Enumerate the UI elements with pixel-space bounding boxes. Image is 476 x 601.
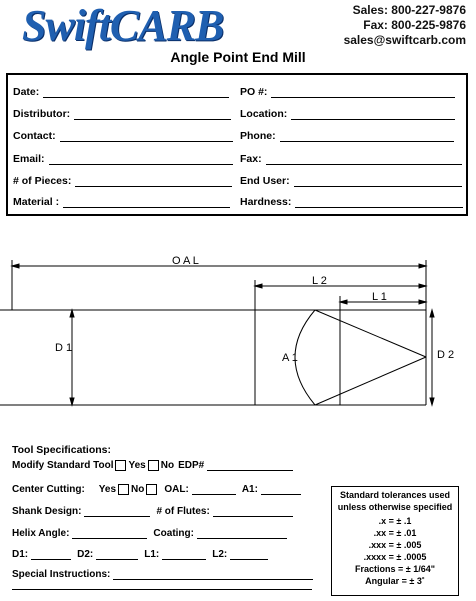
tolerance-item: .x = ± .1 <box>378 516 412 526</box>
fax-number: Fax: 800-225-9876 <box>363 18 466 32</box>
tolerance-item: Fractions = ± 1/64" <box>355 564 435 574</box>
fax-label: Fax: <box>240 153 262 165</box>
flutes-label: # of Flutes: <box>156 506 210 517</box>
l1-arrow-left <box>340 300 347 304</box>
oal-arrow-left <box>12 264 19 268</box>
po-label: PO #: <box>240 86 268 98</box>
sales-phone: Sales: 800-227-9876 <box>352 3 466 17</box>
d1-arrow-top <box>70 310 74 317</box>
contact-field[interactable] <box>60 130 233 142</box>
special-row <box>12 569 319 580</box>
flutes-field[interactable] <box>213 506 293 517</box>
l2-field[interactable] <box>230 549 268 560</box>
shank-row <box>12 506 299 517</box>
shank-field[interactable] <box>84 506 150 517</box>
center-cutting-row <box>12 484 307 495</box>
modify-yes-checkbox[interactable] <box>115 460 126 471</box>
l2-arrow-right <box>419 284 426 288</box>
tolerance-item: .xx = ± .01 <box>373 528 417 538</box>
shank-label: Shank Design: <box>12 506 82 517</box>
contact-info <box>344 3 466 48</box>
special-field[interactable] <box>113 569 313 580</box>
edp-label: EDP# <box>178 460 205 471</box>
d1-label: D 1 <box>55 342 73 354</box>
phone-row <box>240 130 454 142</box>
a1-label: A 1 <box>282 352 298 364</box>
po-row <box>240 86 455 98</box>
oal-field[interactable] <box>192 484 236 495</box>
l1-label: L 1 <box>372 291 387 303</box>
cc-no-checkbox[interactable] <box>146 484 157 495</box>
email-label: Email: <box>13 153 45 165</box>
sales-email[interactable]: sales@swiftcarb.com <box>343 33 466 47</box>
oal-spec-label: OAL: <box>164 484 189 495</box>
l2-label: L 2 <box>312 275 327 287</box>
d1-arrow-bottom <box>70 398 74 405</box>
phone-field[interactable] <box>280 130 454 142</box>
hardness-label: Hardness: <box>240 196 292 208</box>
l2-spec-label: L2: <box>212 549 228 560</box>
coating-label: Coating: <box>153 528 194 539</box>
location-label: Location: <box>240 108 288 120</box>
end-mill-diagram <box>0 240 476 420</box>
oal-label: O A L <box>172 255 199 267</box>
cc-yes-label: Yes <box>98 484 117 495</box>
coating-field[interactable] <box>197 528 287 539</box>
modify-row <box>12 460 299 471</box>
tolerance-item: .xxxx = ± .0005 <box>363 552 427 562</box>
end-user-row <box>240 175 462 187</box>
d1-field[interactable] <box>31 549 71 560</box>
fax-field[interactable] <box>266 153 462 165</box>
page-title: Angle Point End Mill <box>170 49 306 65</box>
phone-label: Phone: <box>240 130 276 142</box>
d1-spec-label: D1: <box>12 549 29 560</box>
swiftcarb-logo: SwiftCARB <box>22 1 224 50</box>
hardness-row <box>240 196 463 208</box>
l1-spec-label: L1: <box>144 549 160 560</box>
tolerance-heading-2: unless otherwise specified <box>337 502 453 512</box>
distributor-row <box>13 108 231 120</box>
material-label: Material : <box>13 196 60 208</box>
point-upper-edge <box>315 310 426 357</box>
material-field[interactable] <box>63 196 230 208</box>
a1-field[interactable] <box>261 484 301 495</box>
special-field-line-2[interactable] <box>12 589 312 590</box>
special-label: Special Instructions: <box>12 569 111 580</box>
d2-arrow-bottom <box>430 398 434 405</box>
tool-spec-heading: Tool Specifications: <box>12 444 111 456</box>
end-user-field[interactable] <box>294 175 462 187</box>
end-user-label: End User: <box>240 175 290 187</box>
tolerance-heading-1: Standard tolerances used <box>339 490 451 500</box>
tolerance-item: Angular = ± 3˚ <box>365 576 425 586</box>
location-field[interactable] <box>291 108 455 120</box>
l1-arrow-right <box>419 300 426 304</box>
cc-yes-checkbox[interactable] <box>118 484 129 495</box>
tolerance-item: .xxx = ± .005 <box>368 540 422 550</box>
hardness-field[interactable] <box>295 196 463 208</box>
po-field[interactable] <box>271 86 455 98</box>
oal-arrow-right <box>419 264 426 268</box>
center-cutting-label: Center Cutting: <box>12 484 85 495</box>
a1-angle-arc <box>295 310 315 405</box>
contact-row <box>13 130 233 142</box>
a1-spec-label: A1: <box>241 484 258 495</box>
contact-label: Contact: <box>13 130 56 142</box>
d2-arrow-top <box>430 310 434 317</box>
date-field[interactable] <box>43 86 229 98</box>
helix-row <box>12 528 293 539</box>
d2-label: D 2 <box>437 349 455 361</box>
material-row <box>13 196 230 208</box>
modify-label: Modify Standard Tool <box>12 460 114 471</box>
fax-row <box>240 153 462 165</box>
tolerance-box <box>331 486 459 596</box>
distributor-field[interactable] <box>74 108 231 120</box>
modify-no-checkbox[interactable] <box>148 460 159 471</box>
point-lower-edge <box>315 357 426 405</box>
edp-field[interactable] <box>207 460 293 471</box>
order-info-form <box>6 73 468 216</box>
d2-field[interactable] <box>96 549 138 560</box>
helix-label: Helix Angle: <box>12 528 70 539</box>
helix-field[interactable] <box>72 528 147 539</box>
modify-no-label: No <box>160 460 175 471</box>
l2-arrow-left <box>255 284 262 288</box>
date-row <box>13 86 229 98</box>
d2-spec-label: D2: <box>77 549 94 560</box>
date-label: Date: <box>13 86 40 98</box>
cc-no-label: No <box>131 484 145 495</box>
modify-yes-label: Yes <box>128 460 146 471</box>
pieces-field[interactable] <box>75 175 232 187</box>
dims-row <box>12 549 274 560</box>
email-field[interactable] <box>49 153 233 165</box>
location-row <box>240 108 455 120</box>
distributor-label: Distributor: <box>13 108 71 120</box>
pieces-row <box>13 175 232 187</box>
l1-field[interactable] <box>162 549 206 560</box>
email-row <box>13 153 233 165</box>
pieces-label: # of Pieces: <box>13 175 72 187</box>
